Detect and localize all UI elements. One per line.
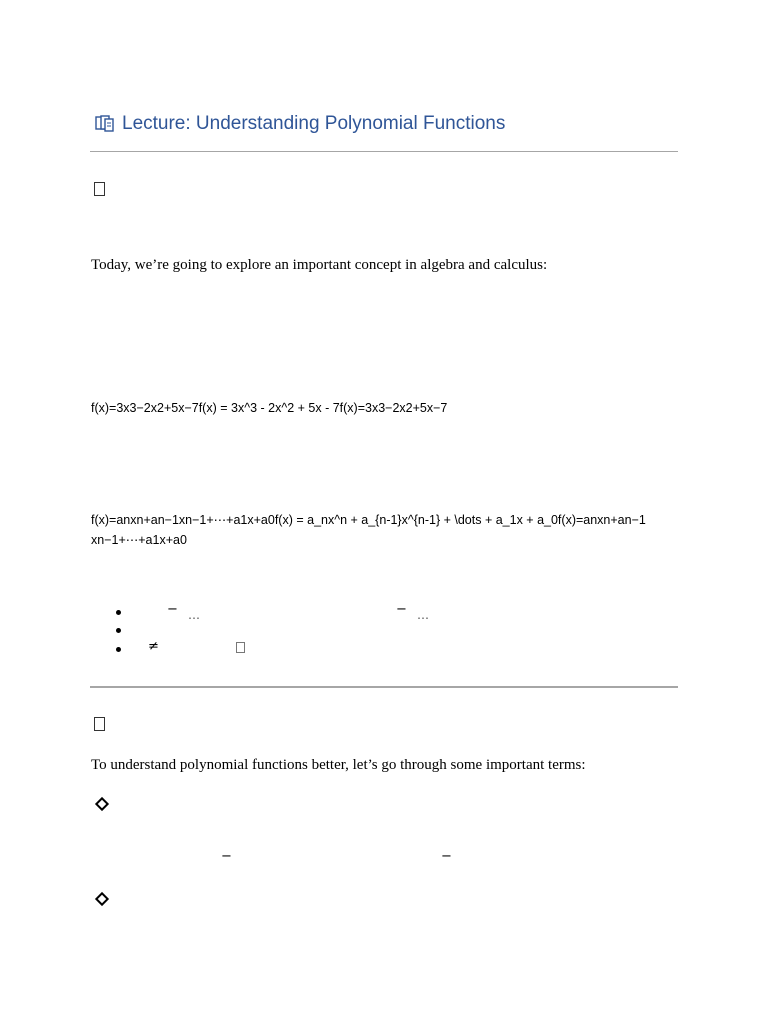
missing-glyph-icon: [236, 642, 245, 653]
minus-sign: −: [167, 602, 178, 617]
diamond-bullet-icon: [95, 797, 109, 811]
books-icon: [94, 113, 116, 135]
missing-glyph-icon: [94, 717, 105, 731]
ellipsis: …: [417, 608, 430, 622]
diamond-bullet-icon: [95, 892, 109, 906]
not-equal-sign: ≠: [148, 639, 159, 654]
list-bullet: [116, 628, 121, 633]
terms-paragraph: To understand polynomial functions better, let’s go through some important terms:: [91, 757, 586, 773]
general-formula-line1: f(x)=anxn+an−1xn−1+⋯+a1x+a0f(x) = a_nx^n + a_{n-1}x^{n-1} + \dots + a_1x + a_0f(x)=anxn+an−1: [91, 513, 646, 527]
missing-glyph-icon: [94, 182, 105, 196]
ellipsis: …: [188, 608, 201, 622]
general-formula-line2: xn−1+⋯+a1x+a0: [91, 533, 187, 547]
section-divider: [90, 686, 678, 688]
page-title-text: Lecture: Understanding Polynomial Functions: [122, 113, 506, 134]
intro-paragraph: Today, we’re going to explore an important concept in algebra and calculus:: [91, 257, 548, 273]
minus-sign: −: [396, 602, 407, 617]
list-bullet: [116, 610, 121, 615]
example-formula: f(x)=3x3−2x2+5x−7f(x) = 3x^3 - 2x^2 + 5x - 7f(x)=3x3−2x2+5x−7: [91, 401, 448, 415]
page-title: [94, 112, 505, 136]
minus-sign: −: [441, 849, 452, 864]
minus-sign: −: [221, 849, 232, 864]
list-bullet: [116, 647, 121, 652]
title-divider: [90, 151, 678, 152]
